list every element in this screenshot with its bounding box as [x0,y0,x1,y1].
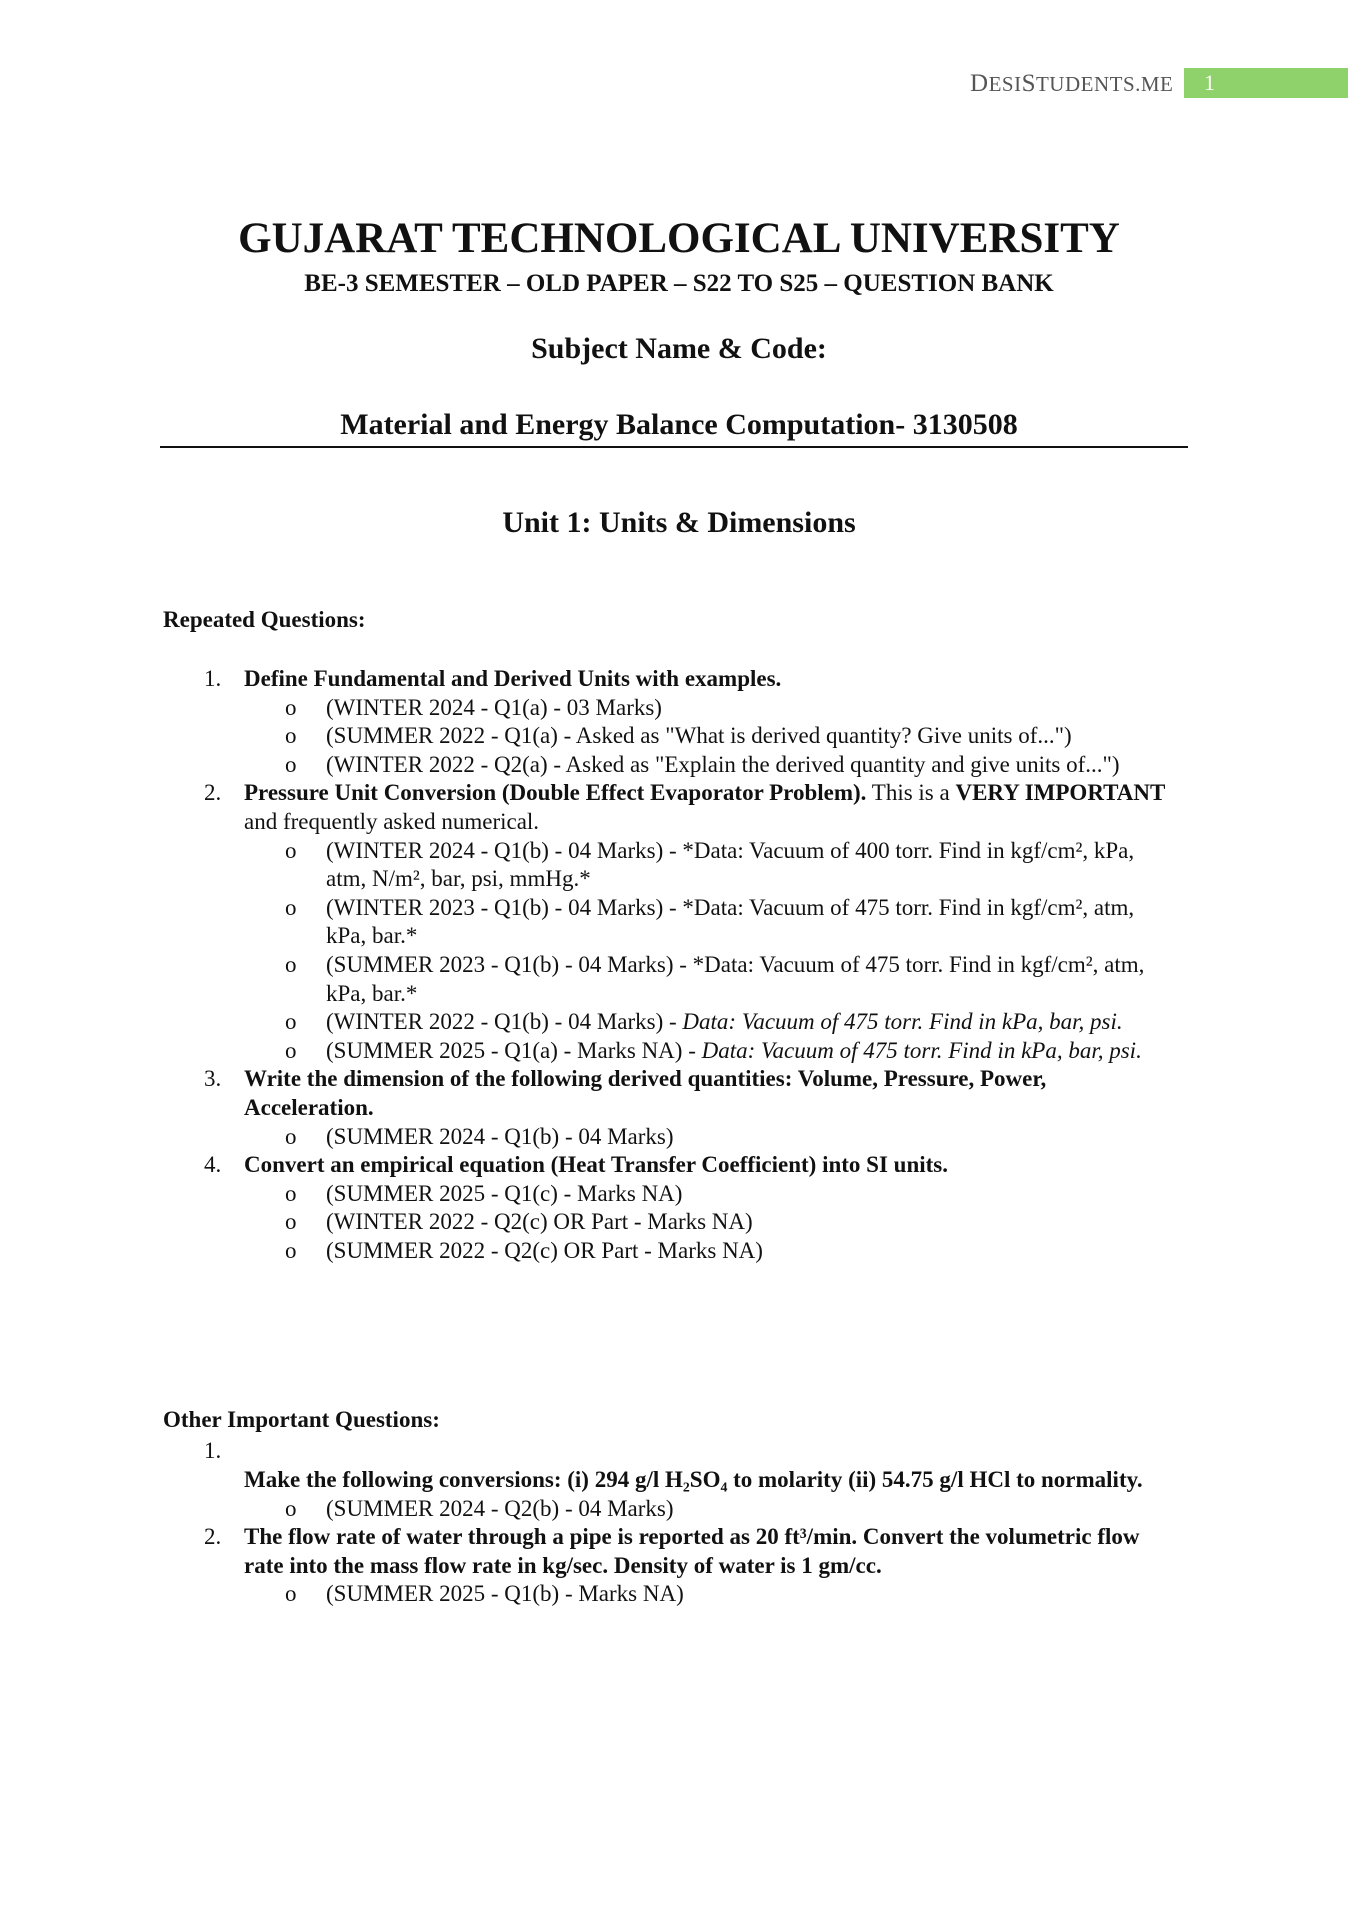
question-text: and frequently asked numerical. [244,808,540,834]
bullet-icon: o [285,837,297,863]
bullet-icon: o [285,1037,297,1063]
page-number-badge [1184,68,1348,98]
reference-item [0,1037,1176,1066]
question-item [0,1065,1179,1122]
repeated-questions-heading: Repeated Questions: [163,607,366,632]
reference-text: (SUMMER 2022 - Q2(c) OR Part - Marks NA) [326,1237,763,1263]
question-text: Make the following conversions: (i) 294 g/l H₂SO₄ to molarity (ii) 54.75 g/l HCl to normality. [244,1467,1143,1492]
reference-text: (SUMMER 2024 - Q1(b) - 04 Marks) [326,1123,674,1149]
question-item [0,1437,1179,1495]
reference-item [0,1495,1176,1524]
reference-text: (WINTER 2024 - Q1(b) - 04 Marks) - *Data: Vacuum of 400 torr. Find in kgf/cm², kPa, atm, N/m², bar, psi, mmHg.* [326,837,1135,892]
reference-item [0,1237,1176,1266]
reference-item [0,1580,1176,1609]
question-text: The flow rate of water through a pipe is reported as 20 ft³/min. Convert the volumetric flow rate into the mass flow rate in kg/sec. Density of water is 1 gm/cc. [244,1524,1140,1578]
bullet-icon: o [285,894,297,920]
reference-item [0,722,1176,751]
reference-item [0,1180,1176,1209]
bullet-icon: o [285,723,297,749]
bullet-icon: o [285,1495,297,1521]
brand-text: ESI [988,72,1022,96]
reference-text: (SUMMER 2025 - Q1(a) - Marks NA) - [326,1037,702,1063]
reference-item [0,694,1176,723]
reference-text: (WINTER 2022 - Q1(b) - 04 Marks) - [326,1009,683,1035]
question-number: 2. [204,780,222,806]
question-number: 4. [204,1152,222,1178]
bullet-icon: o [285,751,297,777]
question-number: 1. [204,1438,222,1463]
question-text: Define Fundamental and Derived Units with examples. [244,666,782,691]
brand-text: TUDENTS.ME [1035,72,1174,96]
bullet-icon: o [285,1581,297,1607]
brand-letter: S [1021,70,1036,97]
question-text: Convert an empirical equation (Heat Transfer Coefficient) into SI units. [244,1152,949,1178]
reference-item [0,951,1176,1008]
reference-item [0,1208,1176,1237]
reference-item [0,1008,1176,1037]
question-number: 2. [204,1524,222,1550]
bullet-icon: o [285,694,297,720]
reference-item [0,894,1176,951]
question-text: This is a [866,780,956,806]
repeated-questions-list [0,665,1358,1265]
question-item [0,1151,1179,1180]
bullet-icon: o [285,1237,297,1263]
bullet-icon: o [285,1209,297,1235]
question-text: Write the dimension of the following derived quantities: Volume, Pressure, Power, Acceleration. [244,1066,1047,1120]
question-emphasis: VERY IMPORTANT [955,780,1166,806]
reference-data: Data: Vacuum of 475 torr. Find in kPa, bar, psi. [701,1037,1142,1063]
reference-text: (SUMMER 2025 - Q1(c) - Marks NA) [326,1180,683,1206]
other-questions-list [0,1437,1358,1609]
question-item [0,1523,1179,1580]
reference-data: Data: Vacuum of 475 torr. Find in kPa, bar, psi. [682,1009,1123,1035]
question-item [0,779,1179,836]
bullet-icon: o [285,1123,297,1149]
reference-text: (SUMMER 2025 - Q1(b) - Marks NA) [326,1581,684,1607]
reference-item [0,837,1176,894]
brand-letter: D [970,70,989,97]
university-title: GUJARAT TECHNOLOGICAL UNIVERSITY [238,215,1120,262]
reference-text: (WINTER 2022 - Q2(a) - Asked as "Explain the derived quantity and give units of...") [326,751,1120,777]
subject-label: Subject Name & Code: [531,332,827,365]
question-number: 3. [204,1066,222,1092]
reference-text: (SUMMER 2022 - Q1(a) - Asked as "What is derived quantity? Give units of...") [326,723,1072,749]
question-number: 1. [204,666,222,691]
semester-line: BE-3 SEMESTER – OLD PAPER – S22 TO S25 – QUESTION BANK [304,270,1054,297]
bullet-icon: o [285,1180,297,1206]
unit-heading: Unit 1: Units & Dimensions [502,506,856,539]
reference-text: (WINTER 2024 - Q1(a) - 03 Marks) [326,694,662,720]
reference-text: (WINTER 2023 - Q1(b) - 04 Marks) - *Data: Vacuum of 475 torr. Find in kgf/cm², atm, kPa, bar.* [326,894,1135,949]
reference-text: (SUMMER 2023 - Q1(b) - 04 Marks) - *Data: Vacuum of 475 torr. Find in kgf/cm², atm, kPa, bar.* [326,951,1145,1006]
question-title: Pressure Unit Conversion (Double Effect Evaporator Problem). [244,780,867,806]
reference-text: (SUMMER 2024 - Q2(b) - 04 Marks) [326,1495,674,1521]
other-questions-heading: Other Important Questions: [163,1407,440,1432]
site-brand [970,70,1173,98]
reference-text: (WINTER 2022 - Q2(c) OR Part - Marks NA) [326,1209,753,1235]
bullet-icon: o [285,1009,297,1035]
page-number: 1 [1204,70,1215,95]
reference-item [0,751,1176,780]
reference-item [0,1123,1176,1152]
course-title: Material and Energy Balance Computation- 3130508 [340,408,1018,441]
bullet-icon: o [285,951,297,977]
title-underline [160,446,1188,448]
question-item [0,665,1179,694]
